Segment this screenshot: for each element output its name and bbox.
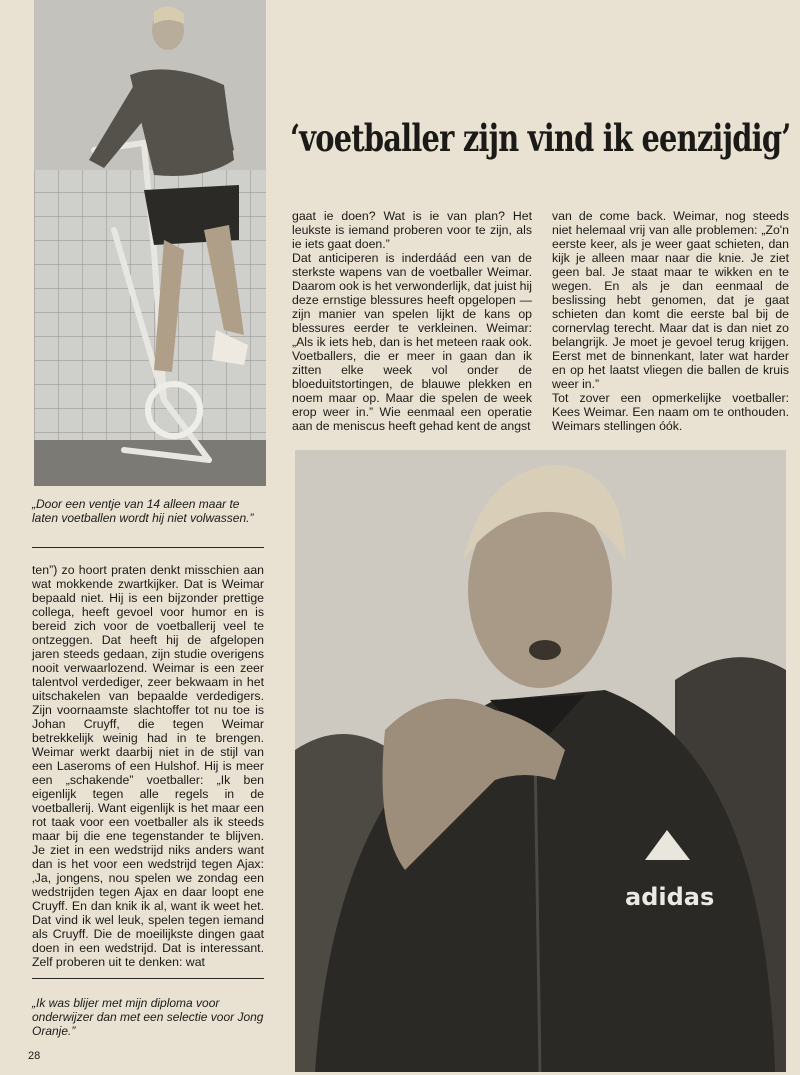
photo-player-on-exercise-bike (34, 0, 266, 486)
paragraph: Tot zover een opmerkelijke voetballer: Kees Weimar. Een naam om te onthouden. Weimars stellingen óók. (552, 391, 789, 433)
paragraph: Dat anticiperen is inderdáád een van de sterkste wapens van de voetballer Weimar. Daarom ook is het verwonderlijk, dat juist hij deze ernstige blessures heeft opgelopen — zijn manier van spelen lijkt de kans op blessures eerder te verkleinen. Weimar: „Als ik iets heb, dan is het meteen raak ook. Voetballers, die er meer in gaan dan ik zitten elke week vol onder de bloeduitstortingen, de blauwe plekken en noem maar op. Maar die spelen de week erop weer in.” Wie eenmaal een operatie aan de meniscus heeft gehad kent de angst (292, 251, 532, 433)
photo-caption-quote: „Door een ventje van 14 alleen maar te laten voetballen wordt hij niet volwassen.” (32, 497, 254, 525)
portrait-photo-illustration (295, 450, 786, 1072)
paragraph: gaat ie doen? Wat is ie van plan? Het leukste is iemand proberen voor te zijn, als ie iets gaat doen.” (292, 209, 532, 251)
shirt-logo-text: adidas (625, 883, 715, 911)
pull-quote: „Ik was blijer met mijn diploma voor onderwijzer dan met een selectie voor Jong Oranje.” (32, 996, 264, 1038)
paragraph: ten”) zo hoort praten denkt misschien aan wat mokkende zwartkijker. Dat is Weimar bepaald niet. Hij is een bijzonder prettige collega, heeft gevoel voor humor en is bereid zich voor de voetballerij veel te ontzeggen. Dat heeft hij de afgelopen jaren steeds gedaan, zijn studie overigens nooit verwaarlozend. Weimar is een zeer talentvol verdediger, zeer bekwaam in het uitschakelen van bepaalde verdedigers. Zijn voornaamste slachtoffer tot nu toe is Johan Cruyff, die tegen Weimar betrekkelijk weinig had in te brengen. Weimar werkt daarbij niet in de stijl van een Laseroms of een Hulshof. Hij is meer een „schakende” voetballer: „Ik ben eigenlijk tegen alle regels in de voetballerij. Want eigenlijk is het maar een rot taak voor een voetballer als ik steeds maar bij die ene tegenstander te blijven. Je ziet in een wedstrijd niks anders want dan is het voor een wedstrijd tegen Ajax: ‚Ja, jongens, nou spelen we zondag een wedstrijden tegen Ajax en daar loopt ene Cruyff. En dan knik ik al, want ik weet het. Dat vind ik wel leuk, spelen tegen iemand als Cruyff. Die de moeilijkste dingen gaat doen in een wedstrijd. Dat is interessant. Zelf proberen uit te denken: wat (32, 563, 264, 969)
paragraph: van de come back. Weimar, nog steeds niet helemaal vrij van alle problemen: „Zo'n eerste keer, als je weer gaat schieten, dan kijk je alleen maar naar die knie. Je ziet geen bal. Je staat maar te wikken en te wegen. En als je dan eenmaal de beslissing hebt genomen, dat je gaat schieten dan komt die eerste bal bij de cornervlag terecht. Maar dat is dan niet zo belangrijk. Je moet je gevoel terug krijgen. Eerst met de binnenkant, later wat harder en op het laatst vliegen die ballen de kruis weer in.” (552, 209, 789, 391)
exercise-bike-photo-illustration (34, 0, 266, 486)
article-column-middle (292, 209, 532, 433)
caption-divider (32, 978, 264, 979)
photo-player-portrait (295, 450, 786, 1072)
article-column-left (32, 563, 264, 969)
article-headline: ‘voetballer zijn vind ik eenzijdig’ (290, 116, 791, 160)
article-column-right (552, 209, 789, 433)
caption-divider (32, 547, 264, 548)
page-number: 28 (28, 1050, 41, 1062)
